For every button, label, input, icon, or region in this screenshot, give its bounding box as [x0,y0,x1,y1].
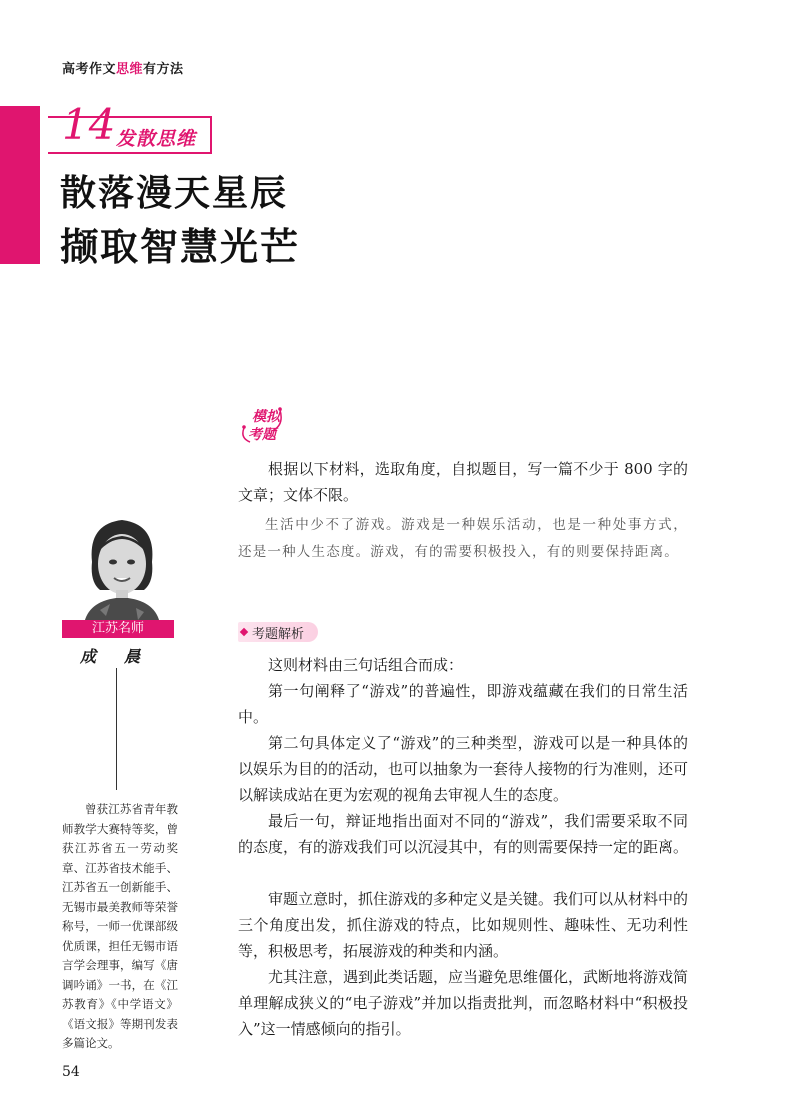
page-title-line-2: 撷取智慧光芒 [60,225,301,269]
header-suffix: 有方法 [143,62,184,77]
running-header [62,58,184,77]
analysis-paragraph: 第一句阐释了“游戏”的普遍性，即游戏蕴藏在我们的日常生活中。 [238,682,688,726]
page-number: 54 [62,1064,80,1080]
analysis-paragraph: 尤其注意，遇到此类话题，应当避免思维僵化，武断地将游戏简单理解成狭义的“电子游戏”并加以指责批判，而忽略材料中“积极投入”这一情感倾向的指引。 [238,968,689,1038]
diamond-icon [240,628,248,636]
analysis-paragraph: 审题立意时，抓住游戏的多种定义是关键。我们可以从材料中的三个角度出发，抓住游戏的特点，比如规则性、趣味性、无功利性等，积极思考，拓展游戏的种类和内涵。 [238,890,689,960]
analysis-paragraph: 这则材料由三句话组合而成： [268,656,464,674]
author-portrait-icon [70,512,174,624]
author-bio: 曾获江苏省青年教师教学大赛特等奖，曾获江苏省五一劳动奖章、江苏省技术能手、江苏省五一创新能手、无锡市最美教师等荣誉称号，一师一优课部级优质课，担任无锡市语言学会理事，编写《唐调吟诵》一书，在《江苏教育》《中学语文》《语文报》等期刊发表多篇论文。 [62,802,178,1050]
moni-tag-line-2: 考题 [248,427,276,443]
moni-tag [240,404,286,444]
header-prefix: 高考作文 [62,62,117,77]
prompt-text: 根据以下材料，选取角度，自拟题目，写一篇不少于 800 字的文章；文体不限。 [238,460,688,504]
analysis-paragraph: 最后一句，辩证地指出面对不同的“游戏”，我们需要采取不同的态度，有的游戏我们可以沉浸其中，有的则需要保持一定的距离。 [238,812,689,856]
author-divider-line [116,668,117,790]
author-badge: 江苏名师 [62,620,174,638]
analysis-paragraph: 第二句具体定义了“游戏”的三种类型，游戏可以是一种具体的以娱乐为目的的活动，也可以抽象为一套待人接物的行为准则，还可以解读成站在更为宏观的视角去审视人生的态度。 [238,734,689,804]
page-title-line-1: 散落漫天星辰 [60,173,289,214]
moni-tag-line-1: 模拟 [252,409,280,425]
chapter-number: 14 [62,100,116,149]
header-highlight: 思维 [116,62,144,77]
chapter-accent-bar [0,106,40,264]
analysis-section-label: 考题解析 [252,627,305,642]
chapter-label: 发散思维 [116,128,197,150]
author-name: 成晨 [80,647,169,666]
material-text: 生活中少不了游戏。游戏是一种娱乐活动，也是一种处事方式，还是一种人生态度。游戏，有的需要积极投入，有的则要保持距离。 [238,517,688,560]
analysis-section-tag [238,622,318,642]
